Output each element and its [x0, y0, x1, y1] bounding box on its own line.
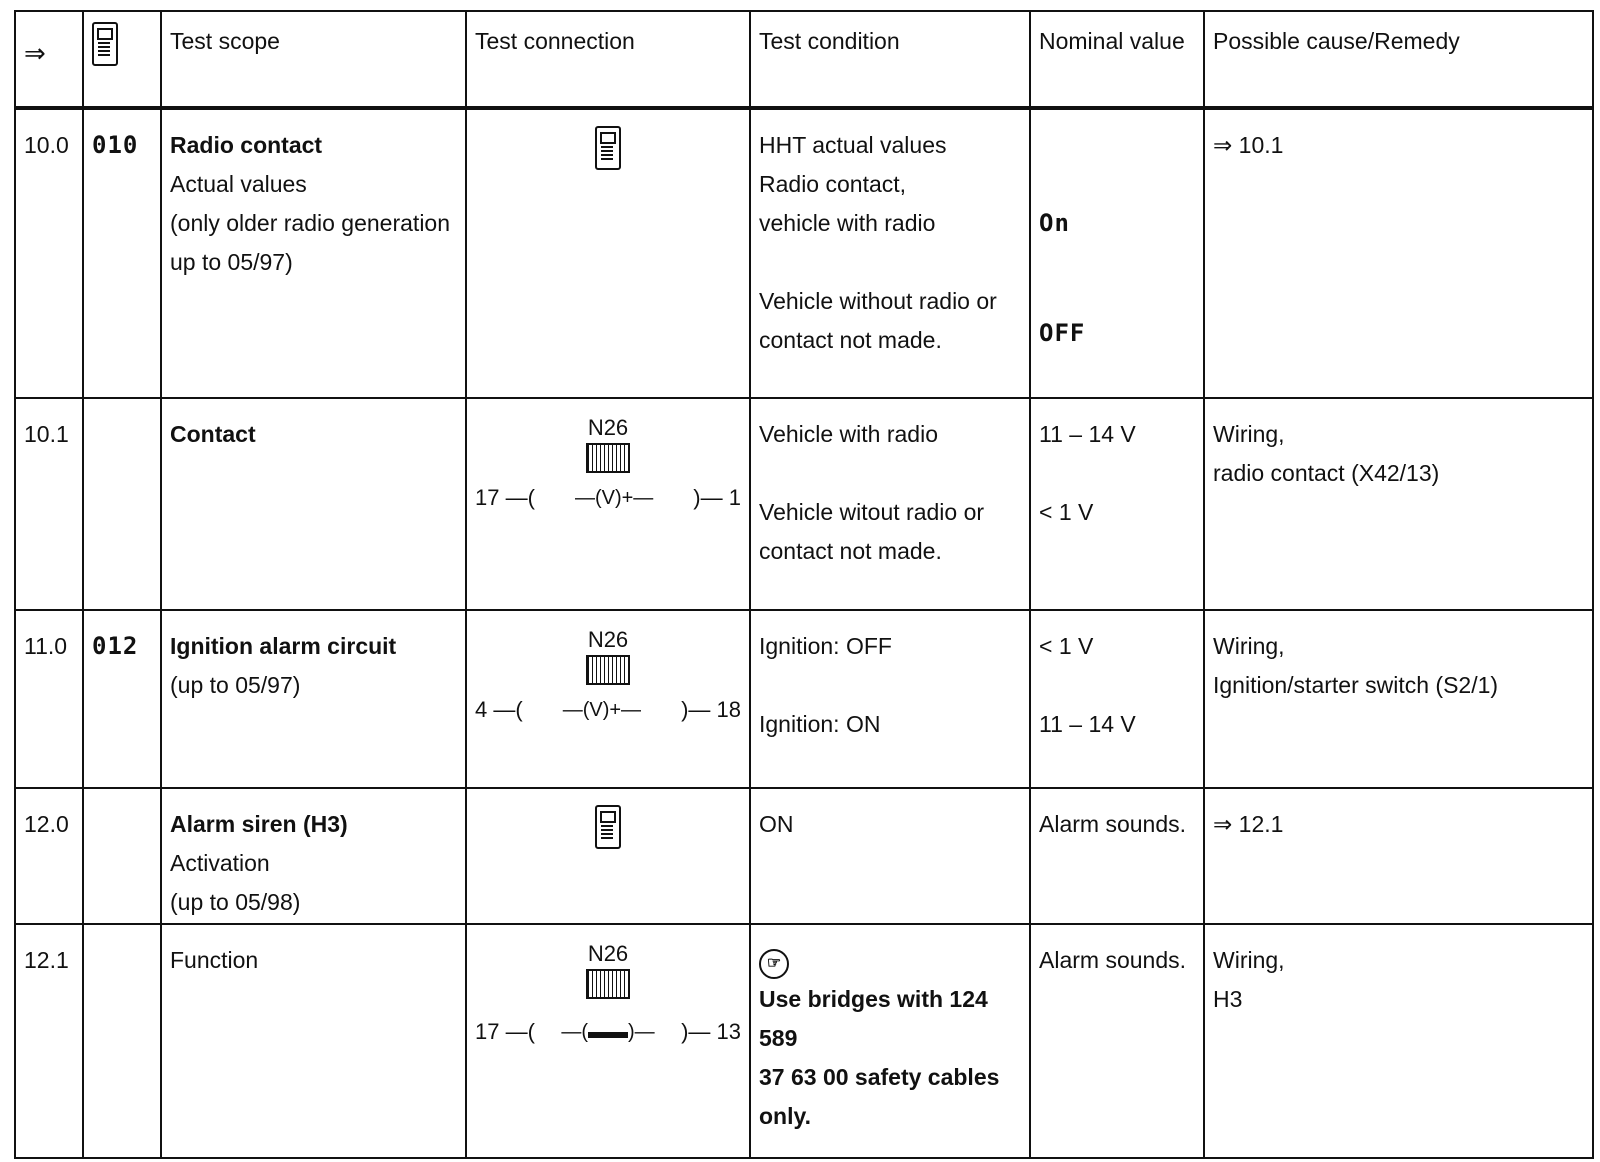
nominal-value: 11 – 14 V [1039, 421, 1136, 447]
cause-line: Wiring, [1213, 421, 1285, 447]
pin-left: 4 —( [475, 697, 523, 722]
ecu-connector-icon [586, 443, 630, 473]
step-number: 10.1 [15, 398, 83, 610]
condition-line: ON [759, 811, 794, 837]
step-number: 10.0 [15, 108, 83, 398]
hht-tester-icon [595, 805, 621, 849]
scope-title: Ignition alarm circuit [170, 633, 397, 659]
step-number: 12.0 [15, 788, 83, 924]
table-row [15, 788, 1593, 924]
pin-right: )— 18 [681, 697, 741, 722]
table-row [15, 924, 1593, 1158]
condition-line: Vehicle without radio or [759, 288, 997, 314]
scope-line: (only older radio generation [170, 210, 451, 236]
ecu-connector-icon [586, 655, 630, 685]
nominal-value: < 1 V [1039, 633, 1094, 659]
scope-line: Actual values [170, 171, 307, 197]
code-cell [83, 788, 161, 924]
pin-right: )— 1 [693, 485, 741, 510]
step-number: 11.0 [15, 610, 83, 788]
condition-line: HHT actual values [759, 132, 947, 158]
scope-line: Activation [170, 850, 270, 876]
cause-line: radio contact (X42/13) [1213, 460, 1440, 486]
connection-cell [466, 108, 750, 398]
scope-line: up to 05/97) [170, 249, 293, 275]
condition-cell [750, 108, 1030, 398]
unit-label: N26 [587, 941, 629, 966]
condition-line: Use bridges with 124 589 [759, 986, 988, 1051]
condition-cell [750, 924, 1030, 1158]
header-arrow: ⇒ [15, 11, 83, 108]
header-condition: Test condition [750, 11, 1030, 108]
header-row [15, 11, 1593, 108]
connection-cell [466, 610, 750, 788]
hht-tester-icon [595, 126, 621, 170]
nominal-cell [1030, 108, 1204, 398]
nominal-value: Alarm sounds. [1039, 811, 1187, 837]
scope-cell [161, 398, 466, 610]
nominal-value: On [1039, 209, 1070, 237]
scope-line: (up to 05/98) [170, 889, 301, 915]
cause-line: Ignition/starter switch (S2/1) [1213, 672, 1499, 698]
cause-line: Wiring, [1213, 633, 1285, 659]
nominal-value: 11 – 14 V [1039, 711, 1136, 737]
connection-cell [466, 398, 750, 610]
cause-line: H3 [1213, 986, 1243, 1012]
ecu-connector-icon [586, 969, 630, 999]
connection-diagram [475, 627, 741, 725]
cause-cell [1204, 924, 1593, 1158]
scope-cell [161, 108, 466, 398]
scope-cell [161, 788, 466, 924]
header-nominal: Nominal value [1030, 11, 1204, 108]
cause-line: ⇒ 12.1 [1213, 811, 1284, 837]
cause-line: Wiring, [1213, 947, 1285, 973]
header-connection: Test connection [466, 11, 750, 108]
voltmeter-icon: —(V)+— [574, 487, 654, 509]
header-cause: Possible cause/Remedy [1204, 11, 1593, 108]
pin-left: 17 —( [475, 1019, 535, 1044]
connection-diagram [475, 415, 741, 513]
condition-line: 37 63 00 safety cables [759, 1064, 1000, 1090]
condition-line: Radio contact, [759, 171, 907, 197]
voltmeter-icon: —(V)+— [562, 699, 642, 721]
nominal-cell [1030, 924, 1204, 1158]
scope-line: (up to 05/97) [170, 672, 301, 698]
bridge-cable-icon: —(▬▬)— [561, 1021, 655, 1043]
hht-code: 010 [92, 131, 139, 159]
condition-line: contact not made. [759, 327, 942, 353]
cause-cell [1204, 108, 1593, 398]
scope-title: Function [170, 947, 259, 973]
header-scope: Test scope [161, 11, 466, 108]
condition-line: only. [759, 1103, 811, 1129]
pin-left: 17 —( [475, 485, 535, 510]
connection-cell [466, 788, 750, 924]
condition-cell [750, 788, 1030, 924]
unit-label: N26 [587, 415, 629, 440]
pointer-hand-icon: ☞ [759, 949, 789, 979]
condition-line: vehicle with radio [759, 210, 936, 236]
condition-line: Ignition: ON [759, 711, 881, 737]
condition-line: Vehicle witout radio or [759, 499, 985, 525]
condition-line: Vehicle with radio [759, 421, 938, 447]
pin-right: )— 13 [681, 1019, 741, 1044]
header-tester-icon [83, 11, 161, 108]
table-row [15, 108, 1593, 398]
cause-line: ⇒ 10.1 [1213, 132, 1284, 158]
cause-cell [1204, 398, 1593, 610]
scope-cell [161, 924, 466, 1158]
table-row [15, 398, 1593, 610]
nominal-value: < 1 V [1039, 499, 1094, 525]
scope-cell [161, 610, 466, 788]
cause-cell [1204, 788, 1593, 924]
connection-diagram [475, 941, 741, 1047]
condition-cell [750, 610, 1030, 788]
hht-code: 012 [92, 632, 139, 660]
nominal-cell [1030, 610, 1204, 788]
unit-label: N26 [587, 627, 629, 652]
condition-line: Ignition: OFF [759, 633, 892, 659]
table-row [15, 610, 1593, 788]
hht-tester-icon [92, 22, 118, 66]
condition-line: contact not made. [759, 538, 942, 564]
scope-title: Contact [170, 421, 256, 447]
condition-cell [750, 398, 1030, 610]
nominal-cell [1030, 788, 1204, 924]
test-table [14, 10, 1594, 1159]
connection-cell [466, 924, 750, 1158]
step-number: 12.1 [15, 924, 83, 1158]
nominal-cell [1030, 398, 1204, 610]
scope-title: Radio contact [170, 132, 323, 158]
scope-title: Alarm siren (H3) [170, 811, 348, 837]
code-cell [83, 924, 161, 1158]
code-cell [83, 398, 161, 610]
cause-cell [1204, 610, 1593, 788]
nominal-value: Alarm sounds. [1039, 947, 1187, 973]
nominal-value: OFF [1039, 319, 1086, 347]
